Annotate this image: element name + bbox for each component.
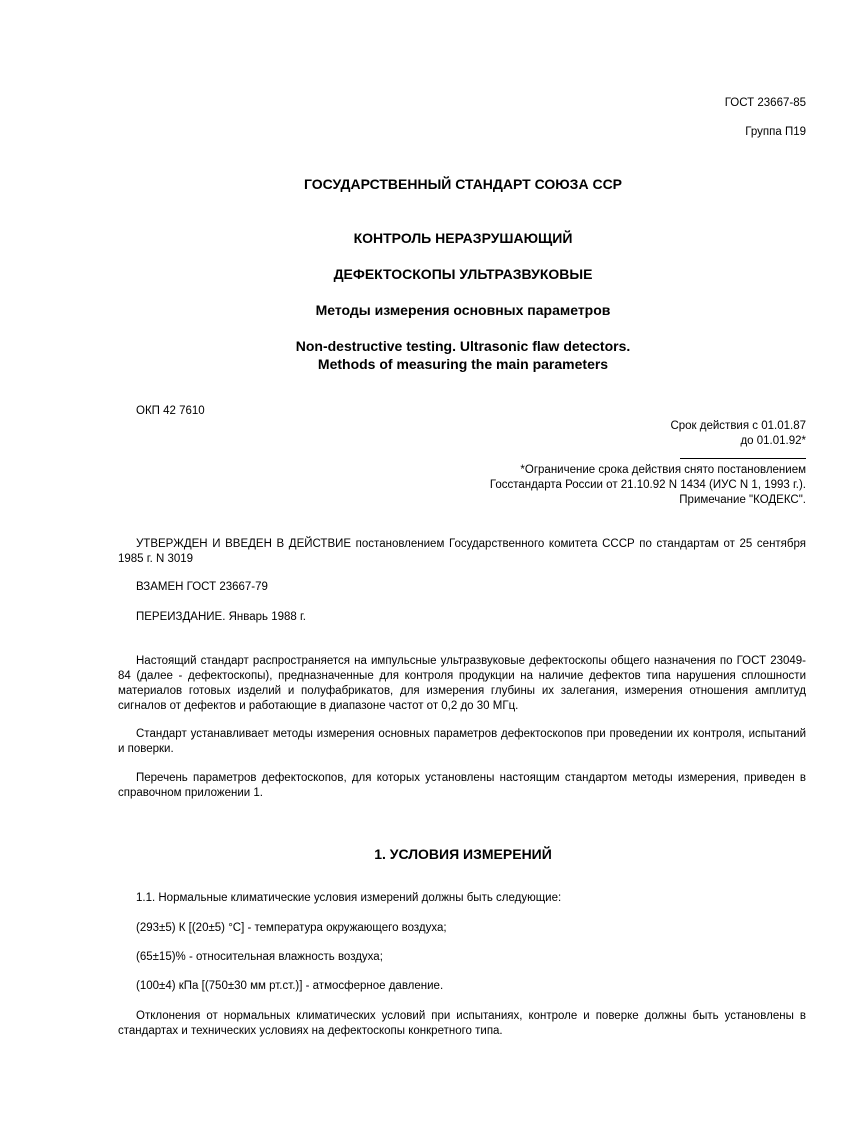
deviations-paragraph: Отклонения от нормальных климатических условий при испытаниях, контроле и поверке должны быть установлены в стандартах и технических условиях на дефектоскопы конкретного типа. bbox=[118, 1010, 806, 1037]
note-line-3: Примечание "КОДЕКС". bbox=[679, 494, 806, 506]
intro-paragraph-2: Стандарт устанавливает методы измерения основных параметров дефектоскопов при проведении их контроля, испытаний и поверки. bbox=[118, 728, 806, 755]
english-title-line-1: Non-destructive testing. Ultrasonic flaw detectors. bbox=[295, 338, 631, 354]
state-standard-title: ГОСУДАРСТВЕННЫЙ СТАНДАРТ СОЮЗА ССР bbox=[303, 176, 623, 192]
section-1-heading: 1. УСЛОВИЯ ИЗМЕРЕНИЙ bbox=[374, 846, 552, 862]
validity-from: Срок действия с 01.01.87 bbox=[670, 420, 806, 432]
footnote-divider bbox=[680, 458, 806, 459]
okp-code: ОКП 42 7610 bbox=[136, 405, 205, 417]
intro-paragraph-3: Перечень параметров дефектоскопов, для которых установлены настоящим стандартом методы измерения, приведен в справочном приложении 1. bbox=[118, 772, 806, 799]
standard-code: ГОСТ 23667-85 bbox=[724, 97, 806, 109]
subtitle: Методы измерения основных параметров bbox=[315, 302, 611, 318]
group-code: Группа П19 bbox=[745, 126, 806, 138]
humidity-condition: (65±15)% - относительная влажность воздуха; bbox=[136, 951, 383, 963]
english-title-line-2: Methods of measuring the main parameters bbox=[317, 356, 609, 372]
note-line-1: *Ограничение срока действия снято постановлением bbox=[520, 464, 806, 476]
approval-paragraph: УТВЕРЖДЕН И ВВЕДЕН В ДЕЙСТВИЕ постановлением Государственного комитета СССР по стандартам от 25 сентября 1985 г. N 3019 bbox=[118, 538, 806, 565]
replaces-note: ВЗАМЕН ГОСТ 23667-79 bbox=[136, 581, 268, 593]
title-line-2: ДЕФЕКТОСКОПЫ УЛЬТРАЗВУКОВЫЕ bbox=[333, 266, 593, 282]
validity-to: до 01.01.92* bbox=[740, 435, 806, 447]
temperature-condition: (293±5) К [(20±5) °С] - температура окружающего воздуха; bbox=[136, 922, 447, 934]
item-1-1: 1.1. Нормальные климатические условия измерений должны быть следующие: bbox=[136, 892, 562, 904]
pressure-condition: (100±4) кПа [(750±30 мм рт.ст.)] - атмосферное давление. bbox=[136, 980, 444, 992]
intro-paragraph-1: Настоящий стандарт распространяется на импульсные ультразвуковые дефектоскопы общего назначения по ГОСТ 23049-84 (далее - дефектоскопы), предназначенные для контроля продукции на наличие дефектов типа нарушения сплошности материалов готовых изделий и полуфабрикатов, для измерения глубины их залегания, измерения отношения амплитуд сигналов от дефектов и работающие в диапазоне частот от 0,2 до 30 МГц. bbox=[118, 655, 806, 712]
title-line-1: КОНТРОЛЬ НЕРАЗРУШАЮЩИЙ bbox=[353, 230, 573, 246]
note-line-2: Госстандарта России от 21.10.92 N 1434 (ИУС N 1, 1993 г.). bbox=[489, 479, 806, 491]
reissue-note: ПЕРЕИЗДАНИЕ. Январь 1988 г. bbox=[136, 611, 306, 623]
